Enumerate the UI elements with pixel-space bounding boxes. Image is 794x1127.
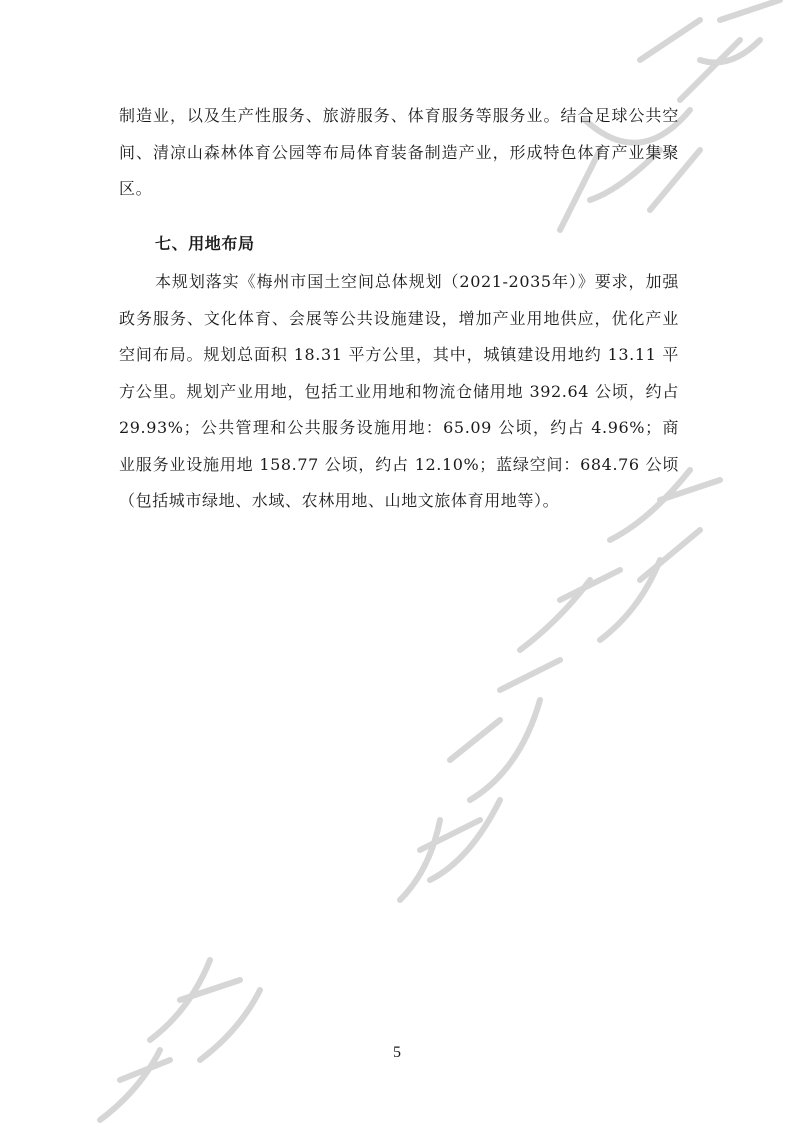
section-heading: 七、用地布局 — [155, 234, 255, 253]
body-paragraph: 本规划落实《梅州市国土空间总体规划（2021-2035年）》要求，加强政务服务、文化体育、会展等公共设施建设，增加产业用地供应，优化产业空间布局。规划总面积 18.31 平方公里，其中，城镇建设用地约 13.11 平方公里。规划产业用地，包括工业用地和物流仓储用地 392.64 公顷，约占 29.93%；公共管理和公共服务设施用地：65.09 公顷，约占 4.96%；商业服务业设施用地 158.77 公顷，约占 12.10%；蓝绿空间：684.76 公顷（包括城市绿地、水域、农林用地、山地文旅体育用地等）。 — [119, 272, 679, 510]
intro-paragraph: 制造业，以及生产性服务、旅游服务、体育服务等服务业。结合足球公共空间、清凉山森林体育公园等布局体育装备制造产业，形成特色体育产业集聚区。 — [119, 106, 679, 198]
page-number: 5 — [393, 1044, 401, 1061]
